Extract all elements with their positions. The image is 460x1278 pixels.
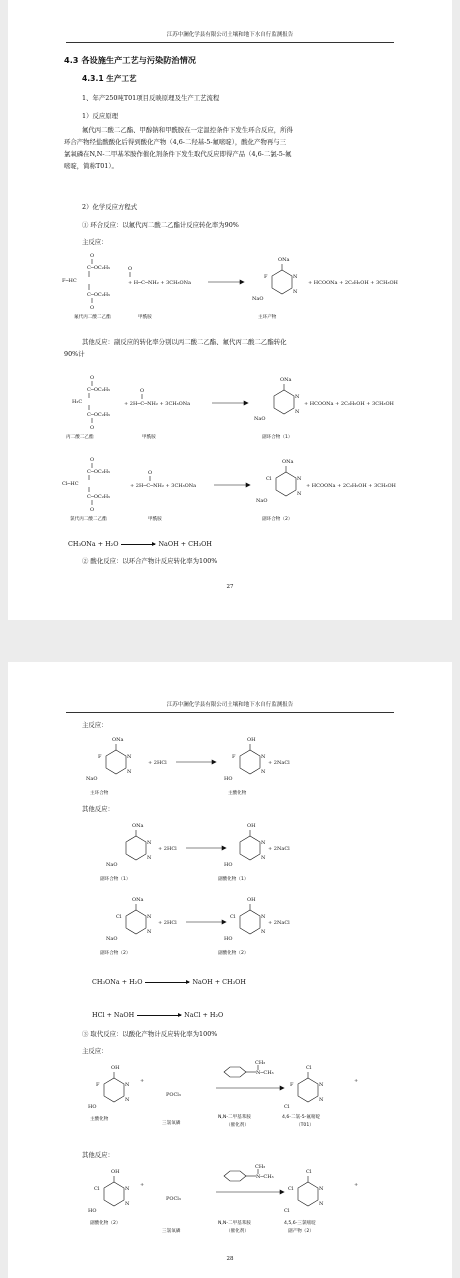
svg-text:OH: OH xyxy=(247,897,256,903)
svg-text:主酸化物: 主酸化物 xyxy=(228,791,247,796)
step3-substitution: ③ 取代反应：以酸化产物计反应转化率为100% xyxy=(82,1030,218,1038)
pyrimidine-ring-structure xyxy=(254,377,300,422)
svg-text:N: N xyxy=(125,1201,130,1207)
svg-text:Cl: Cl xyxy=(306,1065,312,1071)
equation-right: NaOH + CH₃OH xyxy=(158,540,212,548)
svg-text:F: F xyxy=(264,274,268,280)
svg-text:+: + xyxy=(354,1182,359,1188)
page-header: 江苏中澜化学县有限公司土壤和地下水自行监测报告 xyxy=(166,702,294,708)
reaction-arrow-icon xyxy=(121,544,155,545)
svg-text:OH: OH xyxy=(247,737,256,743)
other-reaction-label-2: 其他反应： xyxy=(82,1151,114,1159)
svg-text:Cl: Cl xyxy=(266,476,272,482)
svg-text:N: N xyxy=(261,914,266,920)
svg-text:N: N xyxy=(295,394,300,400)
header-rule xyxy=(66,712,394,713)
neutralization-equation xyxy=(92,1011,223,1019)
svg-text:C─OC₂H₅: C─OC₂H₅ xyxy=(87,412,111,418)
svg-text:N: N xyxy=(127,769,132,775)
page-header: 江苏中澜化学县有限公司土壤和地下水自行监测报告 xyxy=(166,32,294,38)
svg-text:N: N xyxy=(319,1201,324,1207)
svg-text:C─OC₂H₅: C─OC₂H₅ xyxy=(87,387,111,393)
svg-text:C─OC₂H₅: C─OC₂H₅ xyxy=(87,494,111,500)
chloromalonate-structure xyxy=(62,457,110,513)
svg-text:Cl: Cl xyxy=(94,1186,100,1192)
svg-text:丙二酸二乙酯: 丙二酸二乙酯 xyxy=(66,435,94,440)
svg-text:N: N xyxy=(147,840,152,846)
svg-text:ONa: ONa xyxy=(282,459,294,465)
svg-text:N: N xyxy=(297,476,302,482)
svg-text:NaO: NaO xyxy=(252,296,264,302)
svg-text:N: N xyxy=(147,855,152,861)
svg-text:OH: OH xyxy=(111,1169,120,1175)
svg-text:主环产物: 主环产物 xyxy=(258,315,277,320)
svg-text:F─HC: F─HC xyxy=(62,278,77,284)
svg-text:N: N xyxy=(125,1097,130,1103)
svg-text:HO: HO xyxy=(88,1208,97,1214)
equation-left: HCl + NaOH xyxy=(92,1011,135,1019)
svg-text:4,5,6-三氯嘧啶: 4,5,6-三氯嘧啶 xyxy=(284,1221,316,1226)
methoxide-hydrolysis-equation xyxy=(92,978,246,986)
svg-text:ONa: ONa xyxy=(132,823,144,829)
svg-text:OH: OH xyxy=(111,1065,120,1071)
svg-text:Cl─HC: Cl─HC xyxy=(62,481,79,487)
main-reaction-label: 主反应： xyxy=(82,238,108,246)
svg-text:N: N xyxy=(295,409,300,415)
svg-text:+ 2H─C─NH₂ + 3CH₃ONa: + 2H─C─NH₂ + 3CH₃ONa xyxy=(130,483,197,489)
svg-text:甲酰胺: 甲酰胺 xyxy=(148,517,162,522)
svg-text:F: F xyxy=(290,1082,294,1088)
svg-text:副环合物（2）: 副环合物（2） xyxy=(262,517,293,522)
svg-text:4,6-二氯-5-氟嘧啶: 4,6-二氯-5-氟嘧啶 xyxy=(282,1115,321,1120)
reaction-arrow-icon xyxy=(145,982,189,983)
svg-text:Cl: Cl xyxy=(284,1104,290,1110)
svg-text:副环合物（1）: 副环合物（1） xyxy=(100,877,131,882)
svg-text:POCl₃: POCl₃ xyxy=(166,1092,181,1098)
svg-text:CH₃: CH₃ xyxy=(255,1060,266,1066)
item2-sub-heading: 2）化学反应方程式 xyxy=(82,203,138,211)
ring-closure-side-reaction-2 xyxy=(62,454,422,526)
ring-closure-side-reaction-1 xyxy=(62,374,422,444)
paragraph-line: 其他反应：副反应的转化率分别以丙二酸二乙酯、氟代丙二酸二乙酯转化 xyxy=(82,338,287,346)
document-page-28 xyxy=(8,662,452,1278)
svg-text:O: O xyxy=(90,305,95,311)
step2-acidification: ② 酸化反应：以环合产物计反应转化率为100% xyxy=(82,557,218,565)
document-page-27 xyxy=(8,0,452,620)
svg-text:+ 2NaCl: + 2NaCl xyxy=(268,760,290,766)
svg-text:甲酰胺: 甲酰胺 xyxy=(138,315,152,320)
svg-text:N: N xyxy=(261,754,266,760)
svg-text:N: N xyxy=(261,855,266,861)
svg-text:F: F xyxy=(232,754,236,760)
acidification-side-reaction-1 xyxy=(92,820,342,886)
substitution-main-reaction xyxy=(84,1060,384,1140)
item1-heading: 1、年产250吨T01项目反映原理及生产工艺流程 xyxy=(82,94,220,102)
svg-text:HO: HO xyxy=(88,1104,97,1110)
svg-text:C─OC₂H₅: C─OC₂H₅ xyxy=(87,469,111,475)
svg-text:N: N xyxy=(125,1082,130,1088)
svg-text:+ 2HCl: + 2HCl xyxy=(158,920,177,926)
step1-ring-closure: ① 环合反应：以氟代丙二酸二乙酯计反应转化率为90% xyxy=(82,221,239,229)
reaction-principle-paragraph xyxy=(64,124,293,172)
svg-text:Cl: Cl xyxy=(284,1208,290,1214)
svg-text:C─OC₂H₅: C─OC₂H₅ xyxy=(87,265,111,271)
svg-text:O: O xyxy=(148,470,153,476)
paragraph-line: 氯氧磷在N,N-二甲基苯胺作催化剂条件下发生取代反应即得产品（4,6-二氯-5-氟 xyxy=(64,150,292,158)
svg-text:N: N xyxy=(147,929,152,935)
svg-text:Cl: Cl xyxy=(288,1186,294,1192)
svg-text:副酸化物（1）: 副酸化物（1） xyxy=(218,877,249,882)
svg-text:+: + xyxy=(140,1078,145,1084)
svg-text:N: N xyxy=(319,1186,324,1192)
equation-right: NaOH + CH₃OH xyxy=(192,978,246,986)
header-rule xyxy=(66,42,394,43)
methoxide-hydrolysis-equation xyxy=(68,540,212,548)
svg-text:HO: HO xyxy=(224,936,233,942)
equation-left: CH₃ONa + H₂O xyxy=(92,978,143,986)
svg-text:Cl: Cl xyxy=(306,1169,312,1175)
dimethylaniline-structure xyxy=(224,1060,274,1077)
svg-text:（催化剂）: （催化剂） xyxy=(226,1229,249,1234)
svg-text:N,N-二甲基苯胺: N,N-二甲基苯胺 xyxy=(218,1115,251,1120)
pyrimidine-ring-structure xyxy=(252,257,298,302)
svg-text:主环合物: 主环合物 xyxy=(90,791,109,796)
svg-text:N─CH₃: N─CH₃ xyxy=(256,1070,274,1076)
page-number: 27 xyxy=(226,584,234,590)
svg-text:O: O xyxy=(128,266,133,272)
svg-text:N,N-二甲基苯胺: N,N-二甲基苯胺 xyxy=(218,1221,251,1226)
svg-text:+ 2HCl: + 2HCl xyxy=(158,846,177,852)
svg-text:CH₃: CH₃ xyxy=(255,1164,266,1170)
section-title: 4.3 各设施生产工艺与污染防治情况 xyxy=(64,55,196,65)
paragraph-line: 90%计 xyxy=(64,350,85,358)
svg-text:N: N xyxy=(125,1186,130,1192)
svg-text:N: N xyxy=(319,1097,324,1103)
substitution-side-reaction xyxy=(84,1164,384,1250)
svg-text:NaO: NaO xyxy=(256,498,268,504)
paragraph-line: 环合产物经盐酸酸化后得到酸化产物（4,6-二羟基-5-氟嘧啶），酸化产物再与三 xyxy=(64,138,287,146)
svg-text:+ HCOONa + 2C₂H₅OH + 3CH₃OH: + HCOONa + 2C₂H₅OH + 3CH₃OH xyxy=(306,483,396,489)
svg-text:甲酰胺: 甲酰胺 xyxy=(142,435,156,440)
svg-text:F: F xyxy=(96,1082,100,1088)
svg-text:ONa: ONa xyxy=(278,257,290,263)
acidification-side-reaction-2 xyxy=(92,894,342,960)
svg-text:O: O xyxy=(90,253,95,259)
paragraph-line: 嘧啶，简称T01）。 xyxy=(64,162,118,170)
svg-text:+ HCOONa + 2C₂H₅OH + 3CH₃OH: + HCOONa + 2C₂H₅OH + 3CH₃OH xyxy=(308,280,398,286)
svg-text:F: F xyxy=(98,754,102,760)
svg-text:Cl: Cl xyxy=(230,914,236,920)
svg-text:O: O xyxy=(90,457,95,463)
svg-text:+ 2NaCl: + 2NaCl xyxy=(268,846,290,852)
svg-text:副环合物（2）: 副环合物（2） xyxy=(100,951,131,956)
reaction-arrow-icon xyxy=(137,1015,181,1016)
svg-text:OH: OH xyxy=(247,823,256,829)
svg-text:N: N xyxy=(261,929,266,935)
equation-left: CH₃ONa + H₂O xyxy=(68,540,119,548)
svg-text:+ 2H─C─NH₂ + 3CH₃ONa: + 2H─C─NH₂ + 3CH₃ONa xyxy=(124,401,191,407)
ring-closure-main-reaction xyxy=(62,250,422,322)
svg-text:ONa: ONa xyxy=(280,377,292,383)
svg-text:N: N xyxy=(127,754,132,760)
main-reaction-label: 主反应： xyxy=(82,721,108,729)
svg-text:HO: HO xyxy=(224,862,233,868)
svg-text:N: N xyxy=(293,289,298,295)
page-number: 28 xyxy=(226,1256,234,1262)
main-reaction-label-2: 主反应： xyxy=(82,1047,108,1055)
equation-right: NaCl + H₂O xyxy=(184,1011,224,1019)
svg-text:+: + xyxy=(354,1078,359,1084)
item1-sub-heading: 1）反应原理 xyxy=(82,112,119,120)
svg-text:Cl: Cl xyxy=(116,914,122,920)
paragraph-line: 氟代丙二酸二乙酯、甲醇钠和甲酰胺在一定温控条件下发生环合反应，所得 xyxy=(82,126,293,134)
svg-text:副产物（2）: 副产物（2） xyxy=(288,1229,314,1234)
svg-text:副环合物（1）: 副环合物（1） xyxy=(262,435,293,440)
other-reaction-label: 其他反应： xyxy=(82,805,114,813)
svg-text:O: O xyxy=(90,375,95,381)
svg-text:ONa: ONa xyxy=(132,897,144,903)
fluoromalonate-structure xyxy=(62,253,110,311)
svg-text:（T01）: （T01） xyxy=(296,1123,314,1128)
svg-text:O: O xyxy=(90,425,95,431)
svg-text:副酸化物（2）: 副酸化物（2） xyxy=(218,951,249,956)
svg-text:NaO: NaO xyxy=(106,936,118,942)
svg-text:NaO: NaO xyxy=(86,776,98,782)
pyrimidine-ring-structure xyxy=(256,459,302,504)
svg-text:O: O xyxy=(90,507,95,513)
svg-text:副酸化物（2）: 副酸化物（2） xyxy=(90,1221,121,1226)
svg-text:+ HCOONa + 2C₂H₅OH + 3CH₃OH: + HCOONa + 2C₂H₅OH + 3CH₃OH xyxy=(304,401,394,407)
dimethylaniline-structure xyxy=(224,1164,274,1181)
subsection-title: 4.3.1 生产工艺 xyxy=(82,74,137,83)
acidification-main-reaction xyxy=(82,734,342,800)
svg-text:氯代丙二酸二乙酯: 氯代丙二酸二乙酯 xyxy=(70,517,107,522)
svg-text:主酸化物: 主酸化物 xyxy=(90,1117,109,1122)
svg-text:+: + xyxy=(140,1182,145,1188)
svg-text:N: N xyxy=(261,840,266,846)
svg-text:ONa: ONa xyxy=(112,737,124,743)
svg-text:H₂C: H₂C xyxy=(72,399,83,405)
svg-text:+ 2HCl: + 2HCl xyxy=(148,760,167,766)
svg-text:（催化剂）: （催化剂） xyxy=(226,1123,249,1128)
svg-text:三氯氧磷: 三氯氧磷 xyxy=(162,1229,181,1234)
side-reaction-paragraph xyxy=(64,336,287,360)
svg-text:N: N xyxy=(293,274,298,280)
svg-text:N: N xyxy=(319,1082,324,1088)
svg-text:N: N xyxy=(297,491,302,497)
malonate-structure xyxy=(72,375,110,431)
svg-text:C─OC₂H₅: C─OC₂H₅ xyxy=(87,292,111,298)
svg-text:POCl₃: POCl₃ xyxy=(166,1196,181,1202)
svg-text:NaO: NaO xyxy=(254,416,266,422)
svg-text:NaO: NaO xyxy=(106,862,118,868)
svg-text:氟代丙二酸二乙酯: 氟代丙二酸二乙酯 xyxy=(74,315,111,320)
svg-text:+ 2NaCl: + 2NaCl xyxy=(268,920,290,926)
svg-text:N: N xyxy=(261,769,266,775)
svg-text:N─CH₃: N─CH₃ xyxy=(256,1174,274,1180)
svg-text:+ H─C─NH₂ + 3CH₃ONa: + H─C─NH₂ + 3CH₃ONa xyxy=(128,280,191,286)
svg-text:HO: HO xyxy=(224,776,233,782)
svg-text:O: O xyxy=(140,388,145,394)
svg-text:N: N xyxy=(147,914,152,920)
svg-text:三氯氧磷: 三氯氧磷 xyxy=(162,1121,181,1126)
